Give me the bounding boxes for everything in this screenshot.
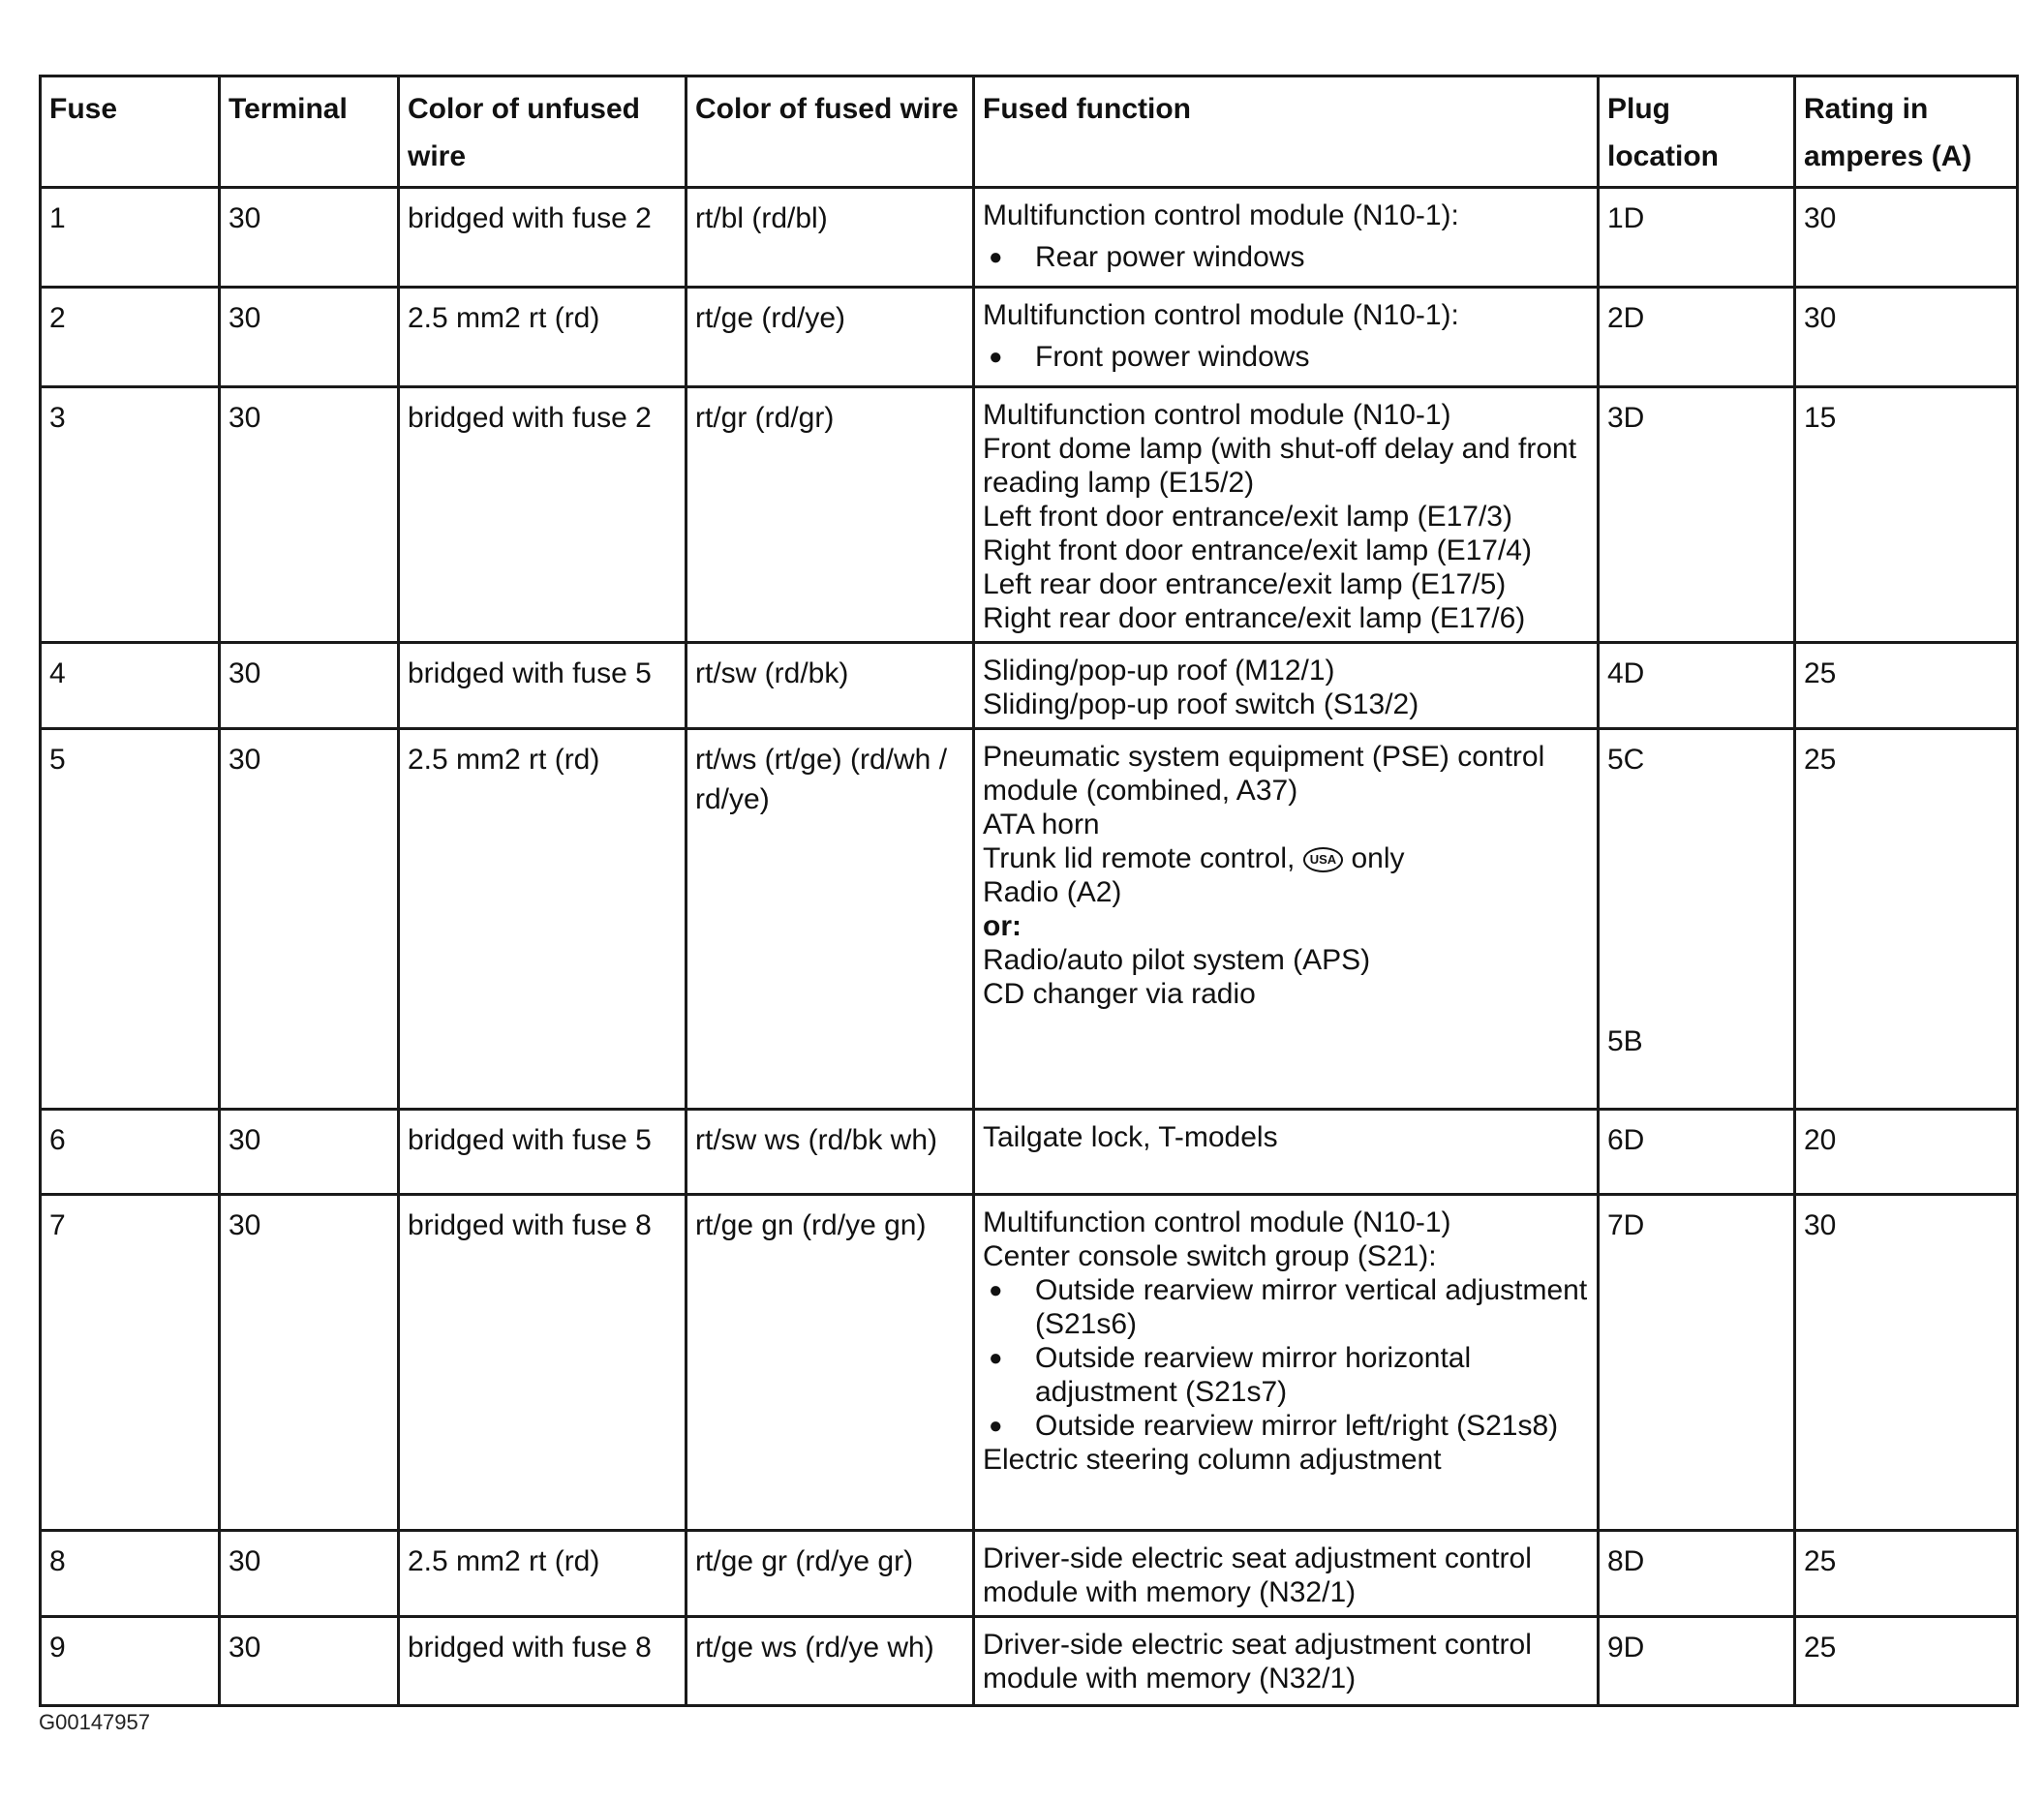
- function-text: CD changer via radio: [983, 978, 1256, 1010]
- function-text: Radio (A2): [983, 876, 1122, 908]
- unfused-wire-cell: bridged with fuse 5: [399, 643, 686, 729]
- function-line: [983, 943, 1589, 977]
- table-header-row: [41, 76, 2018, 188]
- fused-wire-cell: rt/ge ws (rd/ye wh): [686, 1617, 974, 1706]
- function-text: Driver-side electric seat adjustment control module with memory (N32/1): [983, 1629, 1532, 1694]
- plug-location: 1D: [1607, 202, 1645, 234]
- plug-location-cell: [1599, 1617, 1795, 1706]
- fused-wire-cell: rt/ge gn (rd/ye gn): [686, 1195, 974, 1531]
- fused-function-cell: [974, 188, 1599, 288]
- function-text: Center console switch group (S21):: [983, 1240, 1437, 1272]
- rating-cell: 30: [1795, 188, 2018, 288]
- function-text: Tailgate lock, T-models: [983, 1121, 1278, 1153]
- function-bullet-item: [983, 1273, 1589, 1341]
- plug-location-cell: [1599, 1195, 1795, 1531]
- fuse-number-cell: 3: [41, 387, 220, 643]
- function-line: [983, 977, 1589, 1011]
- function-text: or:: [983, 910, 1022, 942]
- plug-location: 7D: [1607, 1209, 1645, 1241]
- table-row: [41, 1617, 2018, 1706]
- fuse-table: [39, 75, 2019, 1707]
- rating-cell: 15: [1795, 387, 2018, 643]
- function-line: [983, 398, 1589, 432]
- fused-function-cell: [974, 729, 1599, 1110]
- function-line: [983, 740, 1589, 808]
- header-fuse: Fuse: [41, 76, 220, 188]
- function-line: [983, 1239, 1589, 1273]
- plug-location-cell: [1599, 1531, 1795, 1617]
- bullet-icon: ●: [989, 1413, 1003, 1439]
- plug-location-cell: [1599, 288, 1795, 387]
- function-text: Right front door entrance/exit lamp (E17/4): [983, 534, 1532, 566]
- function-line: [983, 909, 1589, 943]
- function-text: Electric steering column adjustment: [983, 1444, 1442, 1476]
- fuse-number-cell: 2: [41, 288, 220, 387]
- function-text: Left rear door entrance/exit lamp (E17/5): [983, 568, 1507, 600]
- plug-location-alt: 5B: [1607, 1025, 1643, 1057]
- function-line: [983, 1120, 1589, 1154]
- table-body: [41, 188, 2018, 1706]
- header-plug-location: Plug location: [1599, 76, 1795, 188]
- rating-cell: 25: [1795, 643, 2018, 729]
- function-text: Outside rearview mirror left/right (S21s8): [1035, 1410, 1559, 1442]
- fused-wire-cell: rt/gr (rd/gr): [686, 387, 974, 643]
- table-row: [41, 643, 2018, 729]
- rating-cell: 30: [1795, 288, 2018, 387]
- function-text-suffix: only: [1343, 842, 1405, 874]
- unfused-wire-cell: bridged with fuse 8: [399, 1617, 686, 1706]
- function-line: [983, 687, 1589, 721]
- fuse-number-cell: 5: [41, 729, 220, 1110]
- function-line: [983, 1542, 1589, 1609]
- plug-location: 6D: [1607, 1124, 1645, 1156]
- function-line: [983, 198, 1589, 232]
- terminal-cell: 30: [220, 387, 399, 643]
- fuse-number-cell: 4: [41, 643, 220, 729]
- function-text: Driver-side electric seat adjustment control module with memory (N32/1): [983, 1542, 1532, 1608]
- function-text: Outside rearview mirror vertical adjustment (S21s6): [1035, 1274, 1588, 1340]
- unfused-wire-cell: bridged with fuse 5: [399, 1110, 686, 1195]
- fused-wire-cell: rt/ws (rt/ge) (rd/wh / rd/ye): [686, 729, 974, 1110]
- function-bullet-item: [983, 1341, 1589, 1409]
- function-text: Rear power windows: [1035, 241, 1305, 273]
- plug-location-cell: [1599, 1110, 1795, 1195]
- rating-cell: 25: [1795, 1531, 2018, 1617]
- fuse-number-cell: 6: [41, 1110, 220, 1195]
- plug-location: 5C: [1607, 744, 1645, 776]
- rating-cell: 20: [1795, 1110, 2018, 1195]
- fused-wire-cell: rt/sw (rd/bk): [686, 643, 974, 729]
- function-text: Radio/auto pilot system (APS): [983, 944, 1371, 976]
- fused-wire-cell: rt/ge gr (rd/ye gr): [686, 1531, 974, 1617]
- plug-location-cell: [1599, 643, 1795, 729]
- plug-location: 8D: [1607, 1545, 1645, 1577]
- plug-location-cell: [1599, 188, 1795, 288]
- function-line: [983, 808, 1589, 841]
- function-line: [983, 875, 1589, 909]
- fuse-number-cell: 8: [41, 1531, 220, 1617]
- table-row: [41, 188, 2018, 288]
- terminal-cell: 30: [220, 1110, 399, 1195]
- fused-wire-cell: rt/sw ws (rd/bk wh): [686, 1110, 974, 1195]
- function-text: Left front door entrance/exit lamp (E17/3): [983, 501, 1512, 533]
- table-row: [41, 288, 2018, 387]
- header-rating: Rating in amperes (A): [1795, 76, 2018, 188]
- terminal-cell: 30: [220, 729, 399, 1110]
- fused-function-cell: [974, 288, 1599, 387]
- header-terminal: Terminal: [220, 76, 399, 188]
- function-text: Sliding/pop-up roof (M12/1): [983, 655, 1335, 687]
- unfused-wire-cell: 2.5 mm2 rt (rd): [399, 288, 686, 387]
- terminal-cell: 30: [220, 1617, 399, 1706]
- table-row: [41, 729, 2018, 1110]
- table-row: [41, 387, 2018, 643]
- fused-function-cell: [974, 1195, 1599, 1531]
- function-text: Trunk lid remote control,: [983, 842, 1296, 874]
- function-text: ATA horn: [983, 809, 1100, 840]
- plug-location: 2D: [1607, 302, 1645, 334]
- function-text: Outside rearview mirror horizontal adjustment (S21s7): [1035, 1342, 1472, 1408]
- function-line: [983, 841, 1589, 875]
- function-bullet-item: [983, 240, 1589, 274]
- plug-location: 4D: [1607, 657, 1645, 689]
- fused-wire-cell: rt/ge (rd/ye): [686, 288, 974, 387]
- function-text: Multifunction control module (N10-1):: [983, 199, 1459, 231]
- function-text: Front power windows: [1035, 341, 1310, 373]
- bullet-icon: ●: [989, 344, 1003, 370]
- unfused-wire-cell: bridged with fuse 2: [399, 188, 686, 288]
- function-line: [983, 654, 1589, 687]
- bullet-icon: ●: [989, 244, 1003, 270]
- fuse-number-cell: 1: [41, 188, 220, 288]
- terminal-cell: 30: [220, 1531, 399, 1617]
- function-line: [983, 567, 1589, 601]
- plug-location-cell: [1599, 387, 1795, 643]
- function-line: [983, 432, 1589, 500]
- plug-location-cell: [1599, 729, 1795, 1110]
- usa-badge-icon: USA: [1303, 847, 1343, 872]
- plug-location: 3D: [1607, 402, 1645, 434]
- fuse-number-cell: 9: [41, 1617, 220, 1706]
- rating-cell: 25: [1795, 729, 2018, 1110]
- terminal-cell: 30: [220, 643, 399, 729]
- bullet-icon: ●: [989, 1345, 1003, 1371]
- fused-function-cell: [974, 1110, 1599, 1195]
- unfused-wire-cell: 2.5 mm2 rt (rd): [399, 729, 686, 1110]
- function-text: Multifunction control module (N10-1):: [983, 299, 1459, 331]
- function-line: [983, 1206, 1589, 1239]
- table-row: [41, 1195, 2018, 1531]
- terminal-cell: 30: [220, 1195, 399, 1531]
- fused-function-cell: [974, 1617, 1599, 1706]
- fused-function-cell: [974, 1531, 1599, 1617]
- function-line: [983, 500, 1589, 534]
- rating-cell: 30: [1795, 1195, 2018, 1531]
- fused-wire-cell: rt/bl (rd/bl): [686, 188, 974, 288]
- rating-cell: 25: [1795, 1617, 2018, 1706]
- plug-location: 9D: [1607, 1632, 1645, 1664]
- table-row: [41, 1531, 2018, 1617]
- function-line: [983, 1443, 1589, 1477]
- unfused-wire-cell: 2.5 mm2 rt (rd): [399, 1531, 686, 1617]
- function-text: Right rear door entrance/exit lamp (E17/6): [983, 602, 1526, 634]
- unfused-wire-cell: bridged with fuse 2: [399, 387, 686, 643]
- header-unfused-wire: Color of unfused wire: [399, 76, 686, 188]
- header-fused-function: Fused function: [974, 76, 1599, 188]
- terminal-cell: 30: [220, 188, 399, 288]
- function-text: Multifunction control module (N10-1): [983, 1206, 1451, 1238]
- fuse-number-cell: 7: [41, 1195, 220, 1531]
- fused-function-cell: [974, 643, 1599, 729]
- function-bullet-item: [983, 340, 1589, 374]
- function-text: Multifunction control module (N10-1): [983, 399, 1451, 431]
- bullet-icon: ●: [989, 1277, 1003, 1303]
- function-bullet-item: [983, 1409, 1589, 1443]
- function-line: [983, 601, 1589, 635]
- fused-function-cell: [974, 387, 1599, 643]
- function-line: [983, 534, 1589, 567]
- function-text: Front dome lamp (with shut-off delay and front reading lamp (E15/2): [983, 433, 1577, 499]
- function-text: Pneumatic system equipment (PSE) control module (combined, A37): [983, 741, 1545, 807]
- unfused-wire-cell: bridged with fuse 8: [399, 1195, 686, 1531]
- function-text: Sliding/pop-up roof switch (S13/2): [983, 688, 1419, 720]
- function-line: [983, 298, 1589, 332]
- table-row: [41, 1110, 2018, 1195]
- document-id: G00147957: [39, 1710, 150, 1734]
- header-fused-wire: Color of fused wire: [686, 76, 974, 188]
- terminal-cell: 30: [220, 288, 399, 387]
- function-line: [983, 1628, 1589, 1695]
